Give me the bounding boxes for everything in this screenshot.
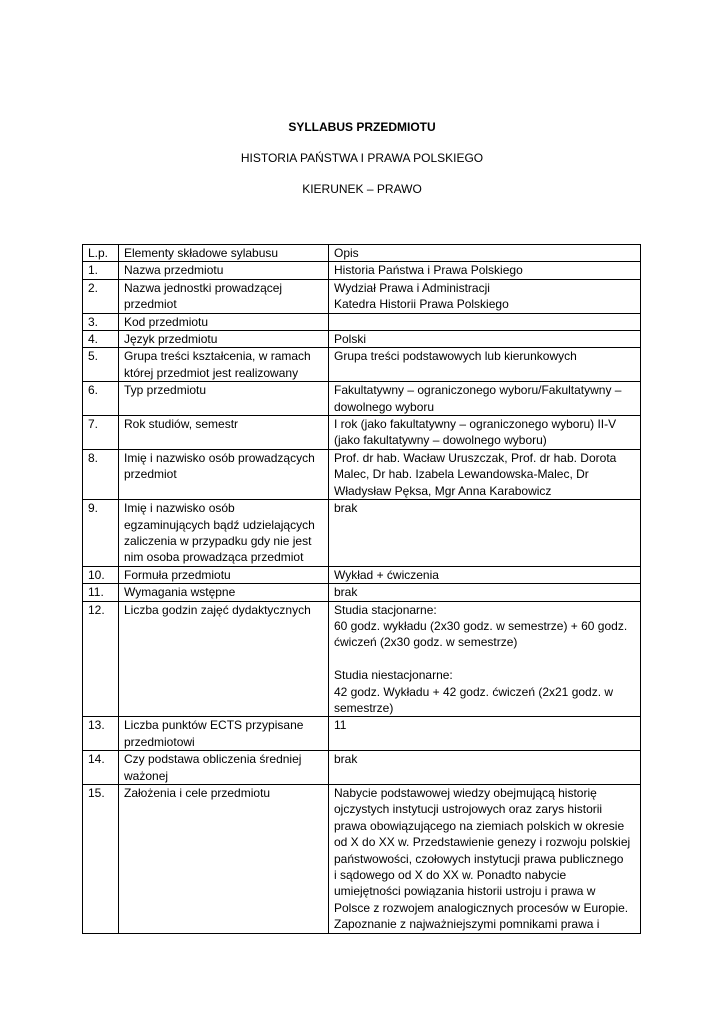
row-element: Imię i nazwisko osób egzaminujących bądź udzielających zaliczenia w przypadku gdy nie jest nim osoba prowadząca przedmiot xyxy=(119,500,329,567)
table-row xyxy=(83,382,641,416)
row-number: 6. xyxy=(83,382,119,416)
row-number: 13. xyxy=(83,717,119,751)
table-row xyxy=(83,348,641,382)
row-description: Wykład + ćwiczenia xyxy=(329,566,641,583)
row-description: 11 xyxy=(329,717,641,751)
document-title: SYLLABUS PRZEDMIOTU xyxy=(288,120,436,134)
row-number: 3. xyxy=(83,313,119,330)
table-row xyxy=(83,717,641,751)
row-number: 14. xyxy=(83,751,119,785)
row-element: Kod przedmiotu xyxy=(119,313,329,330)
row-number: 4. xyxy=(83,331,119,348)
row-description: Wydział Prawa i Administracji Katedra Historii Prawa Polskiego xyxy=(329,279,641,313)
row-element: Czy podstawa obliczenia średniej ważonej xyxy=(119,751,329,785)
row-description: brak xyxy=(329,751,641,785)
row-element: Typ przedmiotu xyxy=(119,382,329,416)
table-row xyxy=(83,601,641,717)
table-row xyxy=(83,449,641,499)
row-element: Założenia i cele przedmiotu xyxy=(119,785,329,934)
table-row xyxy=(83,500,641,567)
table-row xyxy=(83,279,641,313)
subject-title: HISTORIA PAŃSTWA I PRAWA POLSKIEGO xyxy=(240,151,484,165)
table-row xyxy=(83,416,641,450)
row-number: 8. xyxy=(83,449,119,499)
table-row xyxy=(83,262,641,279)
row-element: Liczba punktów ECTS przypisane przedmiotowi xyxy=(119,717,329,751)
row-description: Fakultatywny – ograniczonego wyboru/Fakultatywny – dowolnego wyboru xyxy=(329,382,641,416)
row-element: Nazwa jednostki prowadzącej przedmiot xyxy=(119,279,329,313)
row-description: Historia Państwa i Prawa Polskiego xyxy=(329,262,641,279)
row-description: Studia stacjonarne: 60 godz. wykładu (2x30 godz. w semestrze) + 60 godz. ćwiczeń (2x30 godz. w semestrze) Studia niestacjonarne: 42 godz. Wykładu + 42 godz. ćwiczeń (2x21 godz. w semestrze) xyxy=(329,601,641,717)
row-number: 5. xyxy=(83,348,119,382)
row-number: 10. xyxy=(83,566,119,583)
row-element: Liczba godzin zajęć dydaktycznych xyxy=(119,601,329,717)
row-description: Nabycie podstawowej wiedzy obejmującą historię ojczystych instytucji ustrojowych oraz zarys historii prawa obowiązującego na ziemiach polskich w okresie od X do XX w. Przedstawienie genezy i rozwoju polskiej państwowości, czołowych instytucji prawa publicznego i sądowego od X do XX w. Ponadto nabycie umiejętności powiązania historii ustroju i prawa w Polsce z rozwojem analogicznych procesów w Europie. Zapoznanie z najważniejszymi pomnikami prawa i xyxy=(329,785,641,934)
row-element: Imię i nazwisko osób prowadzących przedmiot xyxy=(119,449,329,499)
row-element: Rok studiów, semestr xyxy=(119,416,329,450)
table-row xyxy=(83,785,641,934)
field-of-study: KIERUNEK – PRAWO xyxy=(302,182,422,196)
row-description: Prof. dr hab. Wacław Uruszczak, Prof. dr hab. Dorota Malec, Dr hab. Izabela Lewandowska-Malec, Dr Władysław Pęksa, Mgr Anna Karabowicz xyxy=(329,449,641,499)
row-element: Grupa treści kształcenia, w ramach której przedmiot jest realizowany xyxy=(119,348,329,382)
row-description: Polski xyxy=(329,331,641,348)
row-number: 15. xyxy=(83,785,119,934)
row-description xyxy=(329,313,641,330)
column-header-element: Elementy składowe sylabusu xyxy=(119,245,329,262)
table-header-row xyxy=(83,245,641,262)
table-row xyxy=(83,313,641,330)
row-number: 11. xyxy=(83,584,119,601)
row-number: 12. xyxy=(83,601,119,717)
row-description: Grupa treści podstawowych lub kierunkowych xyxy=(329,348,641,382)
column-header-description: Opis xyxy=(329,245,641,262)
table-row xyxy=(83,331,641,348)
row-number: 2. xyxy=(83,279,119,313)
row-number: 7. xyxy=(83,416,119,450)
row-element: Nazwa przedmiotu xyxy=(119,262,329,279)
syllabus-table xyxy=(82,244,641,934)
column-header-number: L.p. xyxy=(83,245,119,262)
row-number: 9. xyxy=(83,500,119,567)
table-row xyxy=(83,566,641,583)
table-row xyxy=(83,584,641,601)
row-number: 1. xyxy=(83,262,119,279)
row-description: brak xyxy=(329,584,641,601)
table-row xyxy=(83,751,641,785)
row-element: Wymagania wstępne xyxy=(119,584,329,601)
row-description: brak xyxy=(329,500,641,567)
row-description: I rok (jako fakultatywny – ograniczonego wyboru) II-V (jako fakultatywny – dowolnego wyboru) xyxy=(329,416,641,450)
row-element: Język przedmiotu xyxy=(119,331,329,348)
row-element: Formuła przedmiotu xyxy=(119,566,329,583)
